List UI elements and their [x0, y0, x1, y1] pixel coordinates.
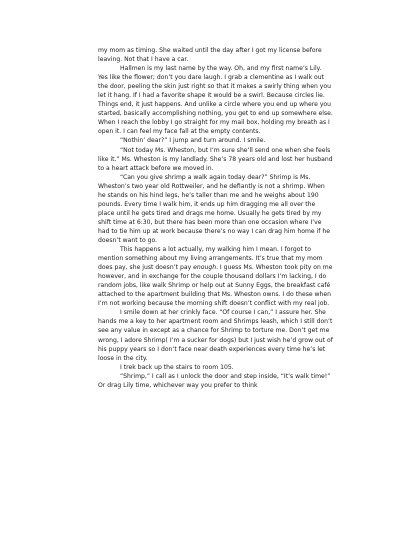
paragraph-3: “Nothin’ dear?” I jump and turn around. I smile. [120, 137, 266, 145]
document-page [98, 46, 333, 390]
paragraph-1: my mom as timing. She waited until the day after I got my license before leaving. Not that I have a car. [98, 47, 322, 64]
paragraph-6 [98, 245, 333, 308]
paragraph-4: “Not today Ms. Wheston, but I’m sure she’ll send one when she feels like it.” Ms. Wheston is my landlady. She’s 78 years old and lost her husband to a heart attack before we moved in. [98, 146, 333, 172]
paragraph-7: I smile down at her crinkly face. “Of course I can,” I assure her. She hands me a key to her apartment room and Shrimps leash, which I still don’t see any value in except as a chance for Shrimp to torture me. Don’t get me wrong, I adore Shrimp( I’m a sucker for dogs) but I just wish he’d grow out of his puppy years so I don’t face near death experiences every time he’s let loose in the city. [98, 309, 333, 362]
paragraph-2: Hallmen is my last name by the way. Oh, and my first name’s Lily. Yes like the flower; don’t you dare laugh. I grab a clementine as I walk out the door, peeling the skin just right so that it makes a swirly thing when you let it hang. If I had a favorite shape it would be a swirl. Because circles lie. Things end, it just happens. And unlike a circle where you end up where you started, basically accomplishing nothing, you get to end up somewhere else. When I reach the lobby I go straight for my mail box, holding my breath as I open it. I can feel my face fall at the empty contents. [98, 65, 333, 136]
paragraph-5: “Can you give shrimp a walk again today dear?” Shrimp is Ms. Wheston’s two year old Rottweiler, and he defiantly is not a shrimp. When he stands on his hind legs, he’s taller than me and he weighs about 190 pounds. Every time I walk him, it ends up him dragging me all over the place until he gets tired and drags me home. Usually he gets tired by my shift time at 6:30, but there has been more than one occasion where I’ve had to tie him up at work because there’s no way I can drag him home if he doesn’t want to go. [98, 173, 331, 244]
paragraph-9: “Shrimp,” I call as I unlock the door and step inside, “It’s walk time!” Or drag Lily time, whichever way you prefer to think [98, 372, 331, 389]
paragraph-6-after: . I guess Ms. Wheston took pity on me however, and in exchange for the couple thousand dollars I’m lacking, I do random jobs, like walk Shrimp or help out at Sunny Eggs, the breakfast café attached to the apartment building that Ms. Wheston owns. I do these when I’m not working because the morning shift doesn’t conflict with my real job. [98, 264, 333, 308]
paragraph-6-before: This happens a lot actually, my walking him I mean. I forgot to mention something about my living arrangements. It’s true that my mom does pay, she just doesn’t pay [98, 246, 323, 272]
paragraph-6-emphasis: enough [193, 264, 217, 272]
paragraph-8: I trek back up the stairs to room 105. [120, 363, 234, 371]
